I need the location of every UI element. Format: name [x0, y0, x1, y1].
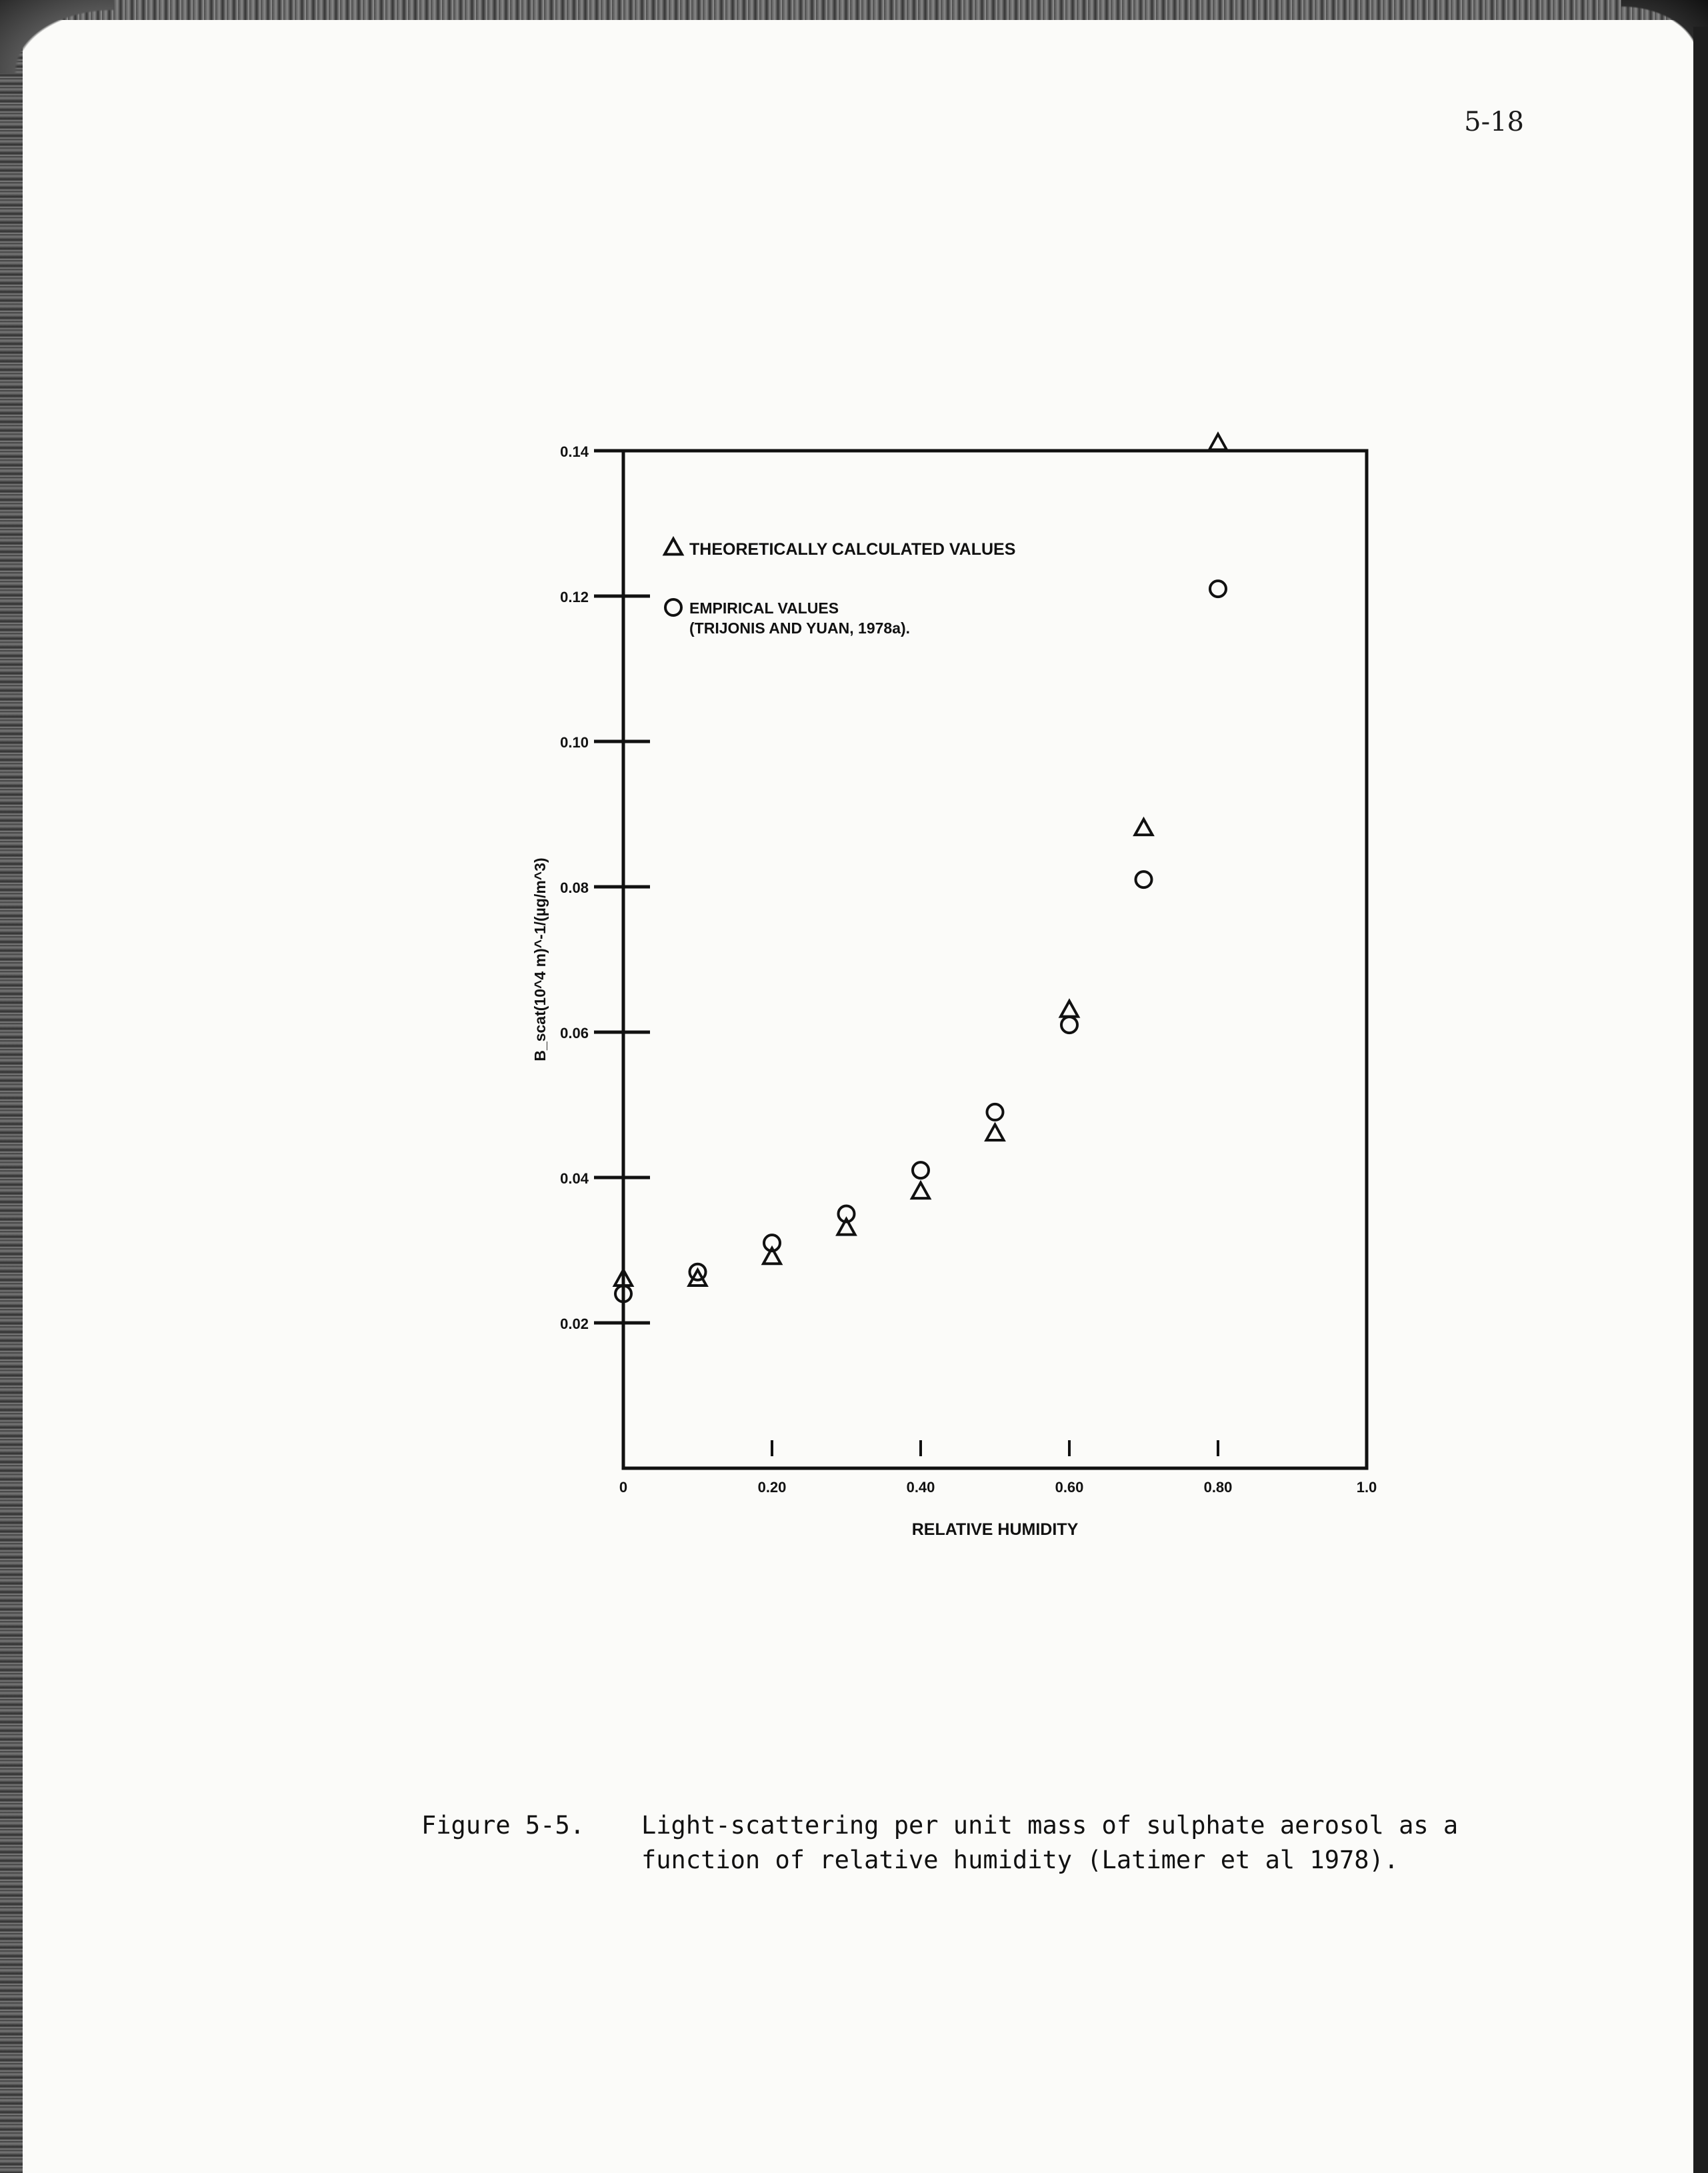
legend-triangle-marker — [665, 539, 682, 554]
legend-label-empirical: EMPIRICAL VALUES — [689, 599, 839, 617]
data-point-empirical — [1061, 1017, 1077, 1033]
chart-axes — [531, 443, 1377, 1539]
y-tick-label: 0.12 — [560, 589, 589, 605]
legend-label-empirical-source: (TRIJONIS AND YUAN, 1978a). — [689, 619, 911, 637]
x-tick-label: 0.40 — [906, 1479, 935, 1496]
data-point-theoretical — [912, 1183, 929, 1198]
x-tick-label: 0.20 — [757, 1479, 787, 1496]
figure-label: Figure 5-5. — [421, 1811, 585, 1840]
y-tick-label: 0.04 — [560, 1170, 589, 1187]
page-number: 5-18 — [1464, 107, 1524, 137]
x-tick-label: 0.80 — [1203, 1479, 1233, 1496]
data-point-empirical — [1136, 871, 1152, 887]
data-point-theoretical — [1061, 1001, 1078, 1016]
y-tick-label: 0.06 — [560, 1025, 589, 1041]
x-tick-label: 0.60 — [1055, 1479, 1084, 1496]
y-tick-label: 0.08 — [560, 879, 589, 896]
y-tick-label: 0.02 — [560, 1316, 589, 1332]
y-tick-label: 0.10 — [560, 734, 589, 751]
chart-marks — [615, 434, 1227, 1302]
y-axis-label: B_scat(10^4 m)^-1/(µg/m^3) — [531, 857, 549, 1061]
data-point-empirical — [987, 1104, 1003, 1120]
legend-label-theoretical: THEORETICALLY CALCULATED VALUES — [689, 540, 1016, 559]
data-point-theoretical — [1135, 819, 1153, 835]
data-point-theoretical — [987, 1125, 1004, 1140]
data-point-empirical — [1210, 581, 1226, 597]
chart-legend — [665, 539, 1015, 637]
x-tick-label: 0 — [619, 1479, 628, 1496]
x-axis-label: RELATIVE HUMIDITY — [911, 1520, 1079, 1539]
data-point-theoretical — [1209, 434, 1227, 449]
x-tick-label: 1.0 — [1356, 1479, 1377, 1496]
y-tick-label: 0.14 — [560, 443, 589, 460]
figure-caption-text: Light-scattering per unit mass of sulphate aerosol as a function of relative humidity (Latimer et al 1978). — [641, 1811, 1459, 1874]
data-point-empirical — [913, 1162, 929, 1178]
legend-circle-marker — [665, 599, 681, 615]
